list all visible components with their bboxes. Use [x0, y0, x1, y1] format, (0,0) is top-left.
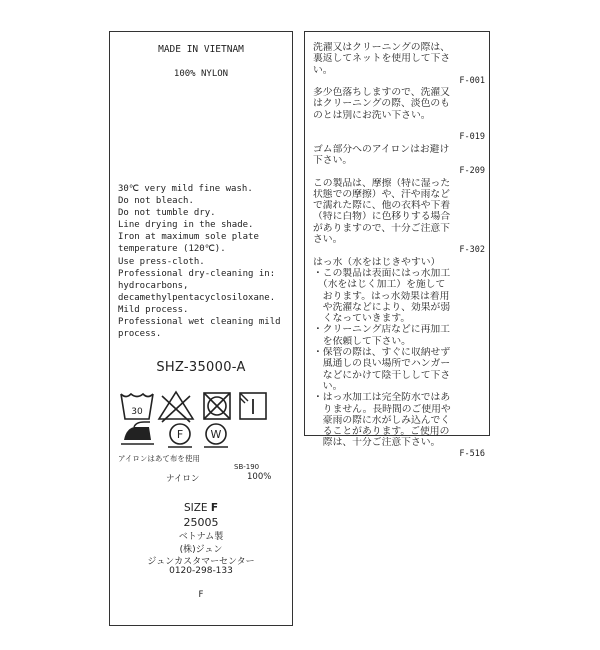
care-label-left — [109, 31, 293, 626]
jp-care-line: この製品は、摩擦（特に湿った — [313, 177, 451, 189]
iron-note: アイロンはあて布を使用 — [118, 454, 200, 463]
jp-care-code: F-019 — [459, 132, 485, 143]
care-label-right — [304, 31, 490, 459]
care-line: decamethylpentacyclosiloxane. — [118, 292, 276, 303]
iron-press-cloth-icon — [121, 422, 154, 444]
care-line: Line drying in the shade. — [118, 220, 254, 231]
jp-care-line: （水をはじく加工）を施して — [313, 279, 446, 291]
jp-care-line: い。 — [313, 64, 333, 76]
jp-care-line: や洗濯などにより、効果が弱 — [313, 301, 451, 313]
care-line: 30℃ very mild fine wash. — [118, 184, 253, 194]
wet-clean-w-icon — [204, 424, 228, 447]
jp-care-line: 際は、十分ご注意下さい。 — [313, 437, 441, 449]
care-line: Use press-cloth. — [118, 256, 205, 267]
customer-center: ジュンカスタマーセンター — [147, 557, 255, 567]
jp-care-line — [313, 121, 485, 132]
jp-care-code: F-516 — [459, 448, 485, 459]
jp-care-line: い。 — [313, 380, 343, 392]
dry-clean-f-icon — [168, 424, 192, 447]
care-line: Professional dry-cleaning in: — [118, 268, 276, 279]
care-line: process. — [118, 329, 162, 340]
care-symbols-row-2 — [118, 416, 286, 452]
jp-percent: 100% — [247, 472, 272, 482]
jp-care-code: F-302 — [459, 245, 485, 256]
svg-text:F: F — [176, 428, 184, 441]
care-instructions — [118, 183, 281, 340]
jp-care-line: で濡れた際に、他の衣料や下着 — [313, 200, 451, 212]
jp-care-line: ・保管の際は、すぐに収納せず — [313, 347, 451, 359]
care-line: Iron at maximum sole plate — [118, 232, 259, 243]
jp-care-line: 豪雨の際に水がしみ込んでく — [313, 414, 451, 426]
jp-care-line: りません。長時間のご使用や — [313, 403, 451, 415]
wash-temp-label: 30 — [131, 407, 143, 417]
jp-care-line: のとは別にお洗い下さい。 — [313, 109, 431, 121]
jp-care-line: ・クリーニング店などに再加工 — [313, 324, 450, 336]
sb-code: SB-190 — [234, 463, 260, 471]
jp-care-line: さい。 — [313, 234, 343, 246]
jp-care-line: ることがあります。ご使用の — [313, 426, 450, 438]
jp-care-line: （特に白物）に色移りする場合 — [313, 211, 451, 223]
jp-care-line: くなっていきます。 — [313, 313, 411, 325]
care-line: Do not bleach. — [118, 196, 194, 207]
jp-care-line: 裏返してネットを使用して下さ — [313, 53, 451, 65]
jp-care-line: がありますので、十分ご注意下 — [313, 222, 450, 234]
care-line: Professional wet cleaning mild — [118, 317, 281, 328]
svg-text:W: W — [210, 428, 222, 441]
jp-care-line: ・この製品は表面にはっ水加工 — [313, 267, 451, 279]
bottom-mark: F — [198, 590, 204, 600]
phone-number: 0120-298-133 — [169, 566, 233, 576]
care-line: temperature (120℃). — [118, 244, 226, 255]
jp-care-line: 多少色落ちしますので、洗濯又 — [313, 87, 450, 99]
material-text: 100% NYLON — [173, 69, 229, 79]
item-number: 25005 — [183, 516, 219, 529]
jp-care-line: はっ水（水をはじきやすい） — [313, 256, 441, 268]
care-line: Do not tumble dry. — [118, 208, 216, 219]
company-name: (株)ジュン — [179, 545, 223, 555]
care-line: Mild process. — [118, 304, 189, 315]
size-label: SIZE — [183, 502, 208, 514]
jp-care-line: 洗濯又はクリーニングの際は、 — [313, 42, 450, 53]
style-code: SHZ-35000-A — [156, 360, 246, 375]
jp-care-code: F-001 — [459, 75, 485, 86]
jp-care-text — [313, 42, 485, 460]
size-value: F — [210, 502, 219, 514]
jp-origin: ベトナム製 — [178, 532, 224, 542]
care-line: hydrocarbons, — [118, 280, 189, 291]
jp-care-line: おります。はっ水効果は着用 — [313, 290, 450, 302]
jp-material: ナイロン — [166, 474, 200, 484]
jp-care-line: を依頼して下さい。 — [313, 335, 411, 347]
jp-care-code: F-209 — [459, 166, 485, 177]
jp-care-line: 下さい。 — [313, 154, 353, 166]
size-line — [110, 502, 292, 514]
jp-care-line: はクリーニングの際、淡色のも — [313, 98, 450, 110]
jp-care-line: 状態での摩擦）や、汗や雨など — [313, 188, 450, 200]
jp-care-line: ゴム部分へのアイロンはお避け — [313, 143, 450, 155]
jp-care-line: ・はっ水加工は完全防水ではあ — [313, 392, 451, 404]
jp-care-line: などにかけて陰干しして下さ — [313, 369, 451, 381]
origin-text: MADE IN VIETNAM — [158, 44, 244, 55]
jp-care-line: 風通しの良い場所でハンガー — [313, 358, 451, 370]
